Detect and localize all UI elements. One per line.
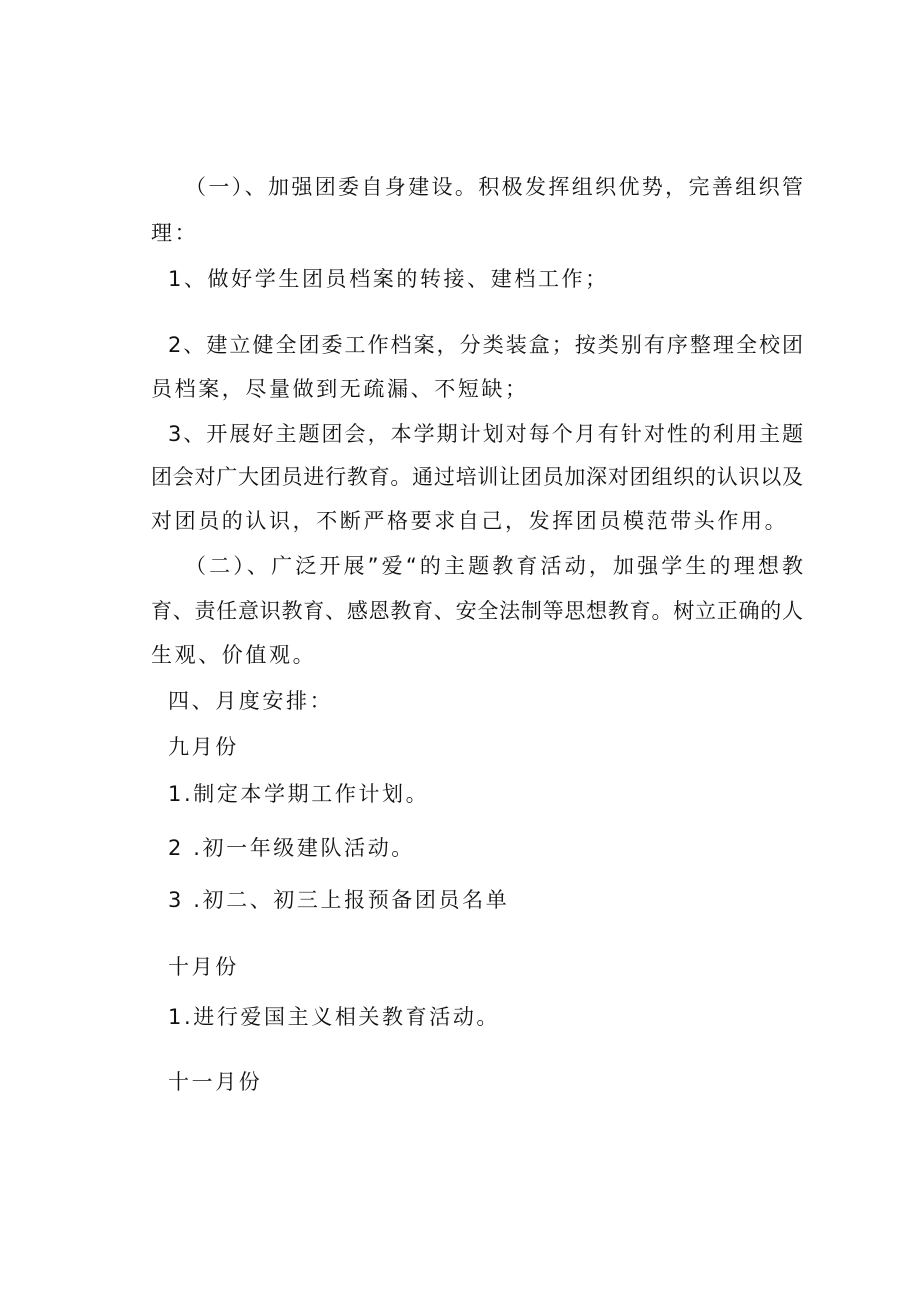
section-two-line-2: 育、责任意识教育、感恩教育、安全法制等思想教育。树立正确的人 [151, 599, 803, 623]
item-1: 1、做好学生团员档案的转接、建档工作； [168, 267, 609, 291]
section-two-line-1: （二）、广泛开展”爱“的主题教育活动，加强学生的理想教 [185, 554, 803, 578]
september-item-1: 1.制定本学期工作计划。 [168, 782, 430, 806]
september-item-3: 3 .初二、初三上报预备团员名单 [168, 888, 510, 912]
section-one-heading-line-2: 理： [151, 221, 199, 245]
section-four-heading: 四、月度安排： [168, 689, 334, 713]
month-october-heading: 十月份 [168, 955, 239, 979]
item-2-line-1: 2、建立健全团委工作档案，分类装盒；按类别有序整理全校团 [168, 333, 803, 357]
item-3-line-3: 对团员的认识，不断严格要求自己，发挥团员模范带头作用。 [151, 509, 789, 533]
september-item-2: 2 .初一年级建队活动。 [168, 836, 415, 860]
month-september-heading: 九月份 [168, 735, 239, 759]
section-one-heading-line-1: （一）、加强团委自身建设。积极发挥组织优势，完善组织管 [185, 175, 803, 199]
section-two-line-3: 生观、价值观。 [151, 643, 317, 667]
item-2-line-2: 员档案，尽量做到无疏漏、不短缺； [151, 377, 529, 401]
october-item-1: 1.进行爱国主义相关教育活动。 [168, 1005, 501, 1029]
month-november-heading: 十一月份 [168, 1070, 263, 1094]
item-3-line-1: 3、开展好主题团会，本学期计划对每个月有针对性的利用主题 [168, 422, 803, 446]
item-3-line-2: 团会对广大团员进行教育。通过培训让团员加深对团组织的认识以及 [151, 465, 803, 489]
